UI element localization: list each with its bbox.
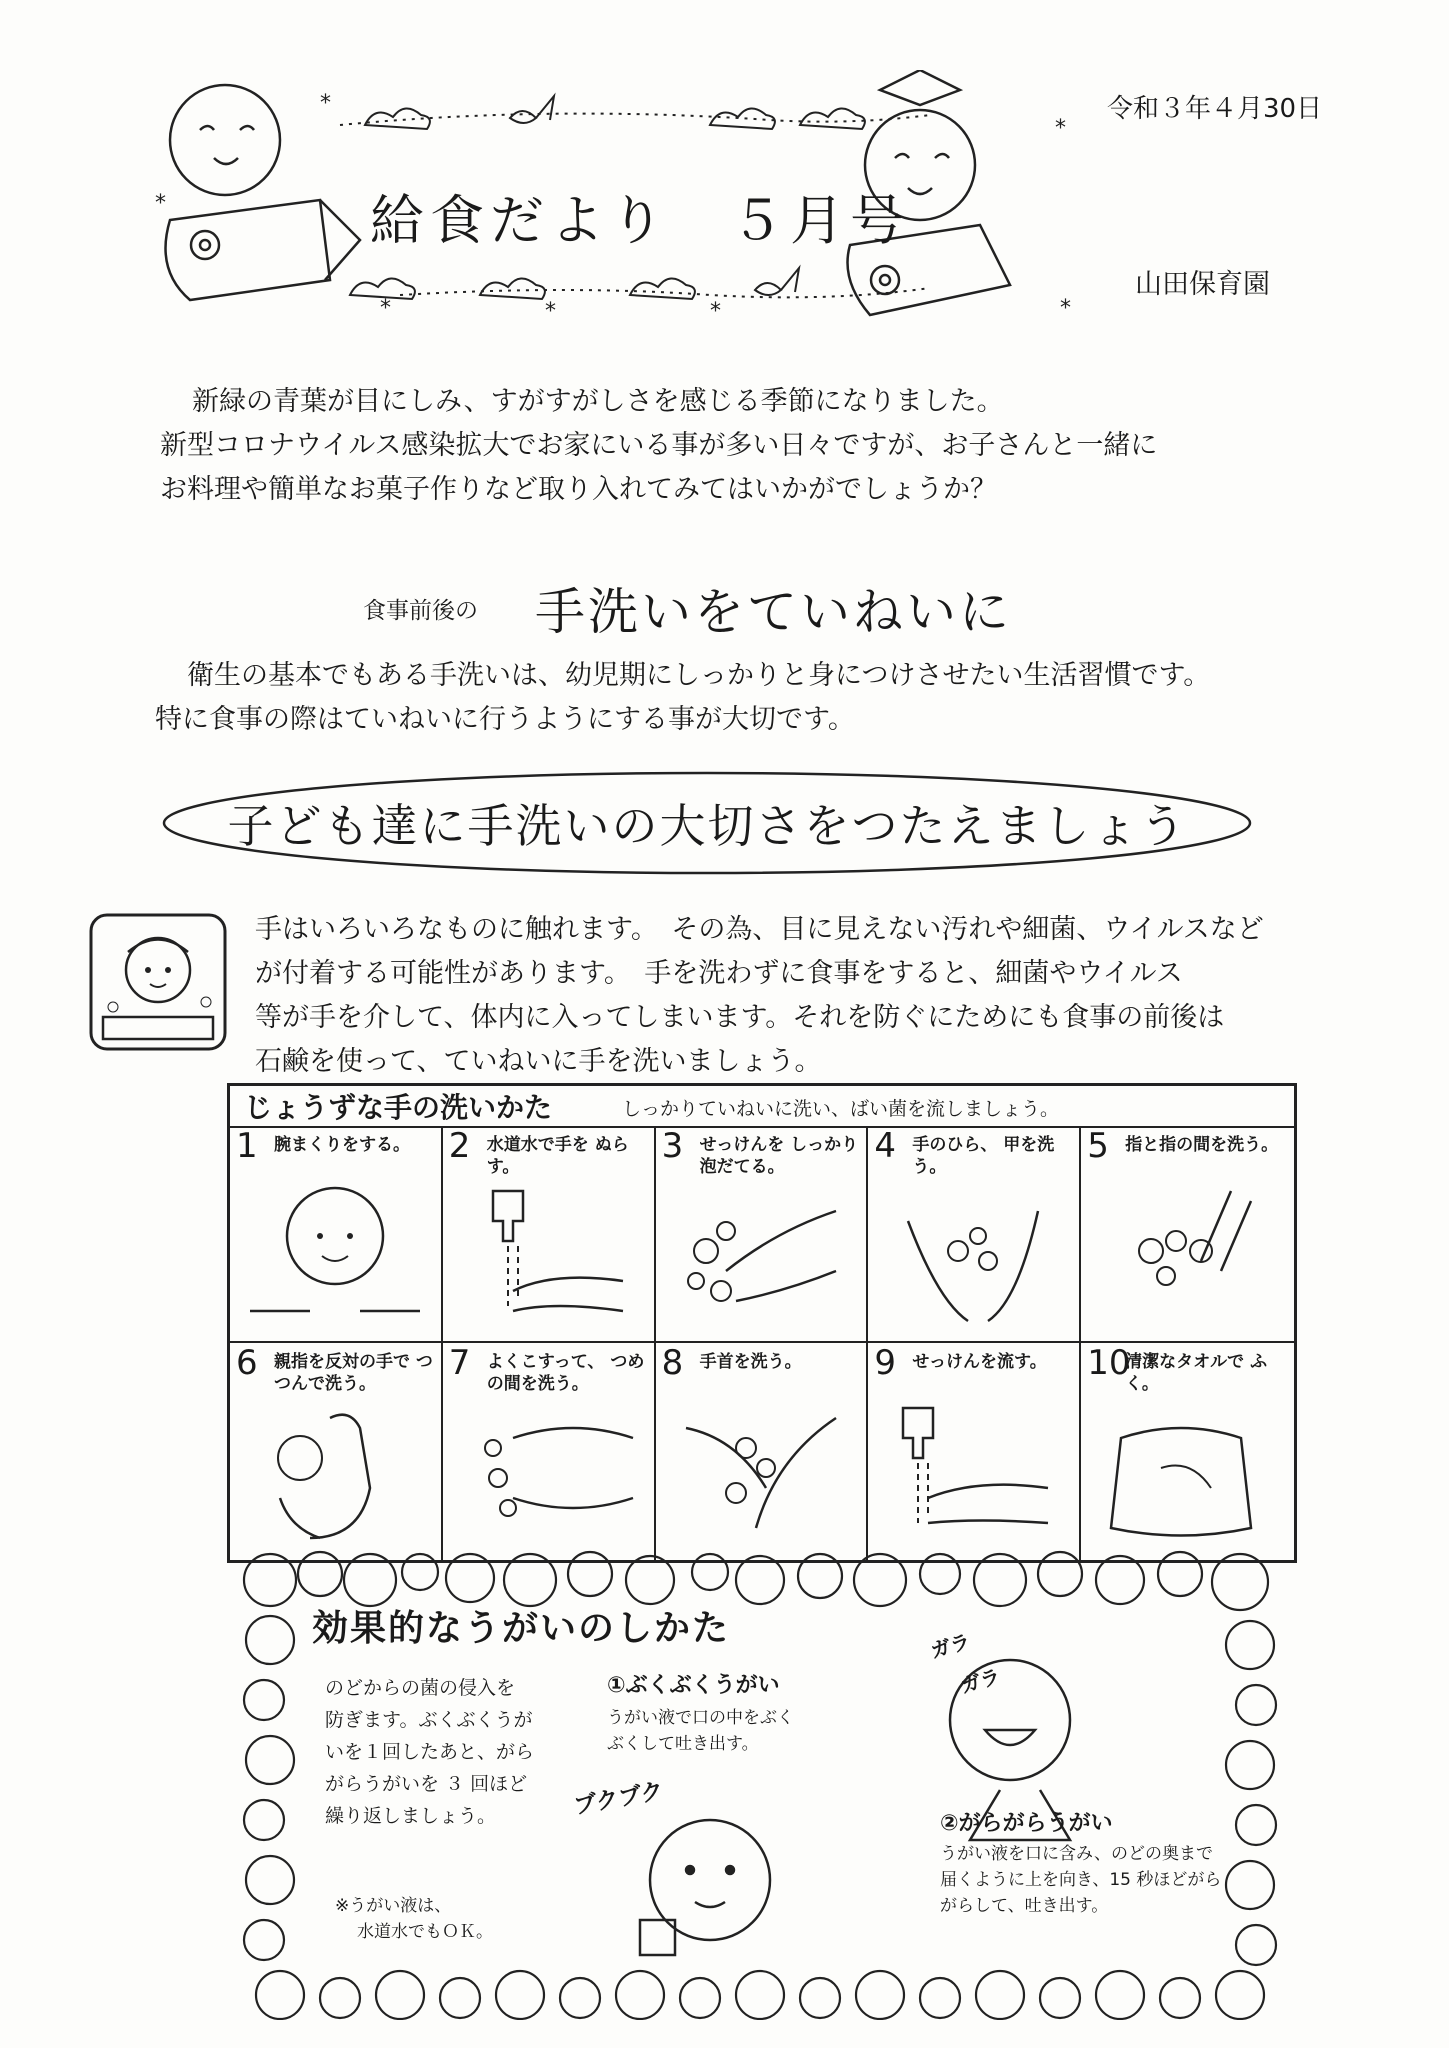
step-number: 4: [874, 1126, 897, 1166]
step-number: 9: [874, 1343, 897, 1383]
gargle-line: のどからの菌の侵入を: [325, 1677, 516, 1699]
step1-line: ぶくして吐き出す。: [607, 1734, 759, 1754]
child-washing-hands-icon: [88, 912, 228, 1052]
step-cell: [656, 1126, 869, 1343]
intro-line: 新型コロナウイルス感染拡大でお家にいる事が多い日々ですが、お子さんと一緒に: [160, 430, 1158, 461]
steps-header: [230, 1086, 1294, 1128]
note-line: 水道水でもＯＫ。: [357, 1922, 493, 1942]
step-cell: [1081, 1343, 1294, 1560]
faucet-water-icon: [453, 1181, 643, 1331]
note-line: ※うがい液は、: [335, 1896, 452, 1916]
steps-subtitle: しっかりていねいに洗い、ばい菌を流しましょう。: [622, 1098, 1060, 1120]
gargle-title: 効果的なうがいのしかた: [312, 1608, 731, 1649]
step-caption: 清潔なタオルで ふく。: [1125, 1352, 1268, 1394]
step-cell: [868, 1126, 1081, 1343]
step-caption: 腕まくりをする。: [274, 1135, 410, 1155]
newsletter-title: 給食だより ５月号: [370, 189, 910, 252]
detail-line: 石鹸を使って、ていねいに手を洗いましょう。: [255, 1046, 822, 1077]
handwash-paragraph: [155, 654, 1210, 742]
bukubuku-sound-effect: ブクブク: [571, 1778, 666, 1820]
step-caption: 指と指の間を洗う。: [1125, 1135, 1279, 1155]
intro-line: 新緑の青葉が目にしみ、すがすがしさを感じる季節になりました。: [192, 386, 1004, 417]
washing-nails-icon: [453, 1398, 643, 1548]
step-caption: 水道水で手を ぬらす。: [486, 1135, 629, 1177]
step-number: 3: [661, 1126, 684, 1166]
gargle-line: 防ぎます。ぶくぶくうが: [325, 1709, 533, 1731]
step-cell: [868, 1343, 1081, 1560]
svg-text:*: *: [155, 191, 166, 216]
gargle-line: いを１回したあと、がら: [325, 1741, 535, 1763]
step-cell: [656, 1343, 869, 1560]
gargle-description: [325, 1672, 534, 1832]
step-caption: せっけんを流す。: [912, 1352, 1047, 1372]
handwash-line: 特に食事の際はていねいに行うようにする事が大切です。: [155, 704, 855, 735]
step-number: 8: [661, 1343, 684, 1383]
towel-drying-icon: [1091, 1398, 1281, 1548]
gargle-note: [335, 1893, 493, 1945]
step-caption: せっけんを しっかり泡だてる。: [699, 1135, 859, 1177]
step-number: 10: [1087, 1343, 1131, 1383]
steps-grid: [230, 1126, 1294, 1560]
svg-text:*: *: [1060, 296, 1071, 321]
child-rolling-sleeves-icon: [240, 1181, 430, 1331]
handwash-line: 衛生の基本でもある手洗いは、幼児期にしっかりと身につけさせたい生活習慣です。: [187, 660, 1211, 691]
step-cell: [230, 1126, 443, 1343]
washing-between-fingers-icon: [1091, 1181, 1281, 1331]
gargle-step2-title: ②がらがらうがい: [940, 1811, 1113, 1836]
gara-sound-effect: ガラ: [927, 1629, 973, 1663]
handwash-steps-table: [227, 1083, 1297, 1563]
section-heading: 手洗いをていねいに: [535, 583, 1012, 641]
svg-text:*: *: [1055, 116, 1066, 141]
detail-line: が付着する可能性があります。 手を洗わずに食事をすると、細菌やウイルス: [255, 958, 1183, 989]
svg-text:*: *: [545, 299, 556, 324]
step-number: 2: [448, 1126, 471, 1166]
section-heading-prefix: 食事前後の: [363, 598, 478, 624]
handwash-detail: [255, 908, 1375, 1084]
rinsing-soap-icon: [878, 1398, 1068, 1548]
step-caption: 親指を反対の手で つつんで洗う。: [274, 1352, 433, 1394]
step-caption: 手のひら、 甲を洗う。: [912, 1135, 1055, 1177]
gargle-step1-text: [607, 1705, 794, 1757]
washing-thumbs-icon: [240, 1398, 430, 1548]
gara-sound-effect: ガラ: [957, 1664, 1003, 1698]
school-name: 山田保育園: [1135, 269, 1270, 300]
step-caption: 手首を洗う。: [699, 1352, 802, 1372]
step2-line: がらして、吐き出す。: [940, 1896, 1109, 1916]
lathering-soap-icon: [666, 1181, 856, 1331]
gargle-step2-text: [940, 1841, 1221, 1919]
detail-line: 等が手を介して、体内に入ってしまいます。それを防ぐにためにも食事の前後は: [255, 1002, 1225, 1033]
washing-palms-icon: [878, 1181, 1068, 1331]
steps-title: じょうずな手の洗いかた: [244, 1091, 553, 1124]
handwash-banner: [160, 768, 1255, 878]
svg-text:*: *: [320, 91, 331, 116]
step-number: 5: [1087, 1126, 1109, 1166]
gargle-step1-title: ①ぶくぶくうがい: [607, 1673, 780, 1698]
step2-line: うがい液を口に含み、のどの奥まで: [940, 1844, 1214, 1864]
svg-text:*: *: [380, 296, 391, 321]
issue-date: 令和３年４月30日: [1107, 94, 1323, 124]
intro-line: お料理や簡単なお菓子作りなど取り入れてみてはいかがでしょうか？: [160, 474, 997, 505]
step-number: 6: [236, 1343, 258, 1383]
step-cell: [443, 1343, 656, 1560]
step-number: 1: [236, 1126, 258, 1166]
step-number: 7: [448, 1343, 471, 1383]
step2-line: 届くように上を向き、15 秒ほどがら: [940, 1870, 1222, 1890]
step-cell: [230, 1343, 443, 1560]
gargle-line: がらうがいを ３ 回ほど: [325, 1773, 528, 1795]
detail-line: 手はいろいろなものに触れます。 その為、目に見えない汚れや細菌、ウイルスなど: [255, 914, 1264, 945]
step-cell: [1081, 1126, 1294, 1343]
step-cell: [443, 1126, 656, 1343]
svg-text:*: *: [710, 299, 721, 324]
washing-wrists-icon: [666, 1398, 856, 1548]
banner-text: 子ども達に手洗いの大切さをつたえましょう: [227, 799, 1188, 853]
step1-line: うがい液で口の中をぶく: [607, 1708, 794, 1728]
intro-paragraph: [160, 380, 1157, 512]
gargle-line: 繰り返しましょう。: [325, 1805, 497, 1827]
step-caption: よくこすって、 つめの間を洗う。: [486, 1352, 645, 1394]
